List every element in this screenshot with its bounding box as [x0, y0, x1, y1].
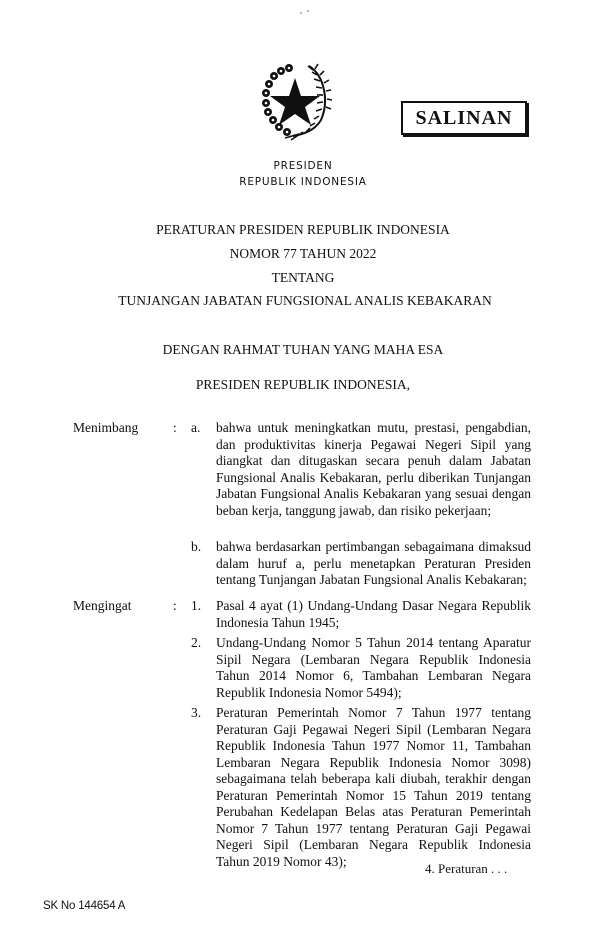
menimbang-label: Menimbang — [73, 420, 139, 435]
copy-stamp — [401, 101, 527, 135]
continuation-marker: 4. Peraturan . . . — [425, 861, 508, 876]
item-marker: 3. — [191, 705, 202, 720]
institution-line2: REPUBLIK INDONESIA — [239, 176, 367, 188]
item-marker: a. — [191, 420, 201, 435]
document-serial: SK No 144654 A — [43, 900, 126, 912]
copy-stamp-label: SALINAN — [415, 106, 513, 129]
regulation-number: NOMOR 77 TAHUN 2022 — [229, 246, 377, 261]
authority: PRESIDEN REPUBLIK INDONESIA, — [195, 377, 411, 392]
item-marker: 1. — [191, 598, 202, 613]
item-text: Peraturan Pemerintah Nomor 7 Tahun 1977 tentang Peraturan Gaji Pegawai Negeri Sipil (Lembaran Negara Republik Indonesia Tahun 1977 Nomor 11, Tambahan Lembaran Negara Republik Indonesia Nomor 3098) sebagaimana telah beberapa kali diubah, terakhir dengan Peraturan Pemerintah Nomor 15 Tahun 2019 tentang Perubahan Kedelapan Belas atas Peraturan Pemerintah Nomor 7 Tahun 1977 tentang Peraturan Gaji Pegawai Negeri Sipil (Lembaran Negara Republik Indonesia Tahun 2019 Nomor 43); — [216, 705, 531, 869]
item-text: bahwa berdasarkan pertimbangan sebagaimana dimaksud dalam huruf a, perlu menetapkan Peraturan Presiden tentang Tunjangan Jabatan Fungsional Analis Kebakaran; — [216, 539, 531, 587]
item-text: bahwa untuk meningkatkan mutu, prestasi, pengabdian, dan produktivitas kinerja Pegawai Negeri Sipil yang diangkat dan ditugaskan secara penuh dalam Jabatan Fungsional Analis Kebakaran, perlu diberikan Tunjangan Jabatan Fungsional Analis Kebakaran yang sesuai dengan beban kerja, tanggung jawab, dan risiko pekerjaan; — [216, 420, 531, 518]
item-text: Pasal 4 ayat (1) Undang-Undang Dasar Negara Republik Indonesia Tahun 1945; — [216, 598, 531, 630]
scan-speck — [307, 10, 309, 12]
menimbang-colon: : — [173, 420, 177, 435]
item-marker: 2. — [191, 635, 202, 650]
regulation-subject: TUNJANGAN JABATAN FUNGSIONAL ANALIS KEBAKARAN — [118, 293, 492, 308]
scan-speck — [300, 12, 302, 14]
institution-line1: PRESIDEN — [273, 160, 333, 172]
item-marker: b. — [191, 539, 202, 554]
mengingat-label: Mengingat — [73, 598, 132, 613]
item-text: Undang-Undang Nomor 5 Tahun 2014 tentang Aparatur Sipil Negara (Lembaran Negara Republik Indonesia Tahun 2014 Nomor 6, Tambahan Lembaran Negara Republik Indonesia Nomor 5494); — [216, 635, 531, 700]
regulation-title: PERATURAN PRESIDEN REPUBLIK INDONESIA — [156, 222, 450, 237]
regulation-about: TENTANG — [271, 270, 335, 285]
invocation: DENGAN RAHMAT TUHAN YANG MAHA ESA — [162, 342, 444, 357]
mengingat-colon: : — [173, 598, 177, 613]
presidential-seal-icon — [255, 62, 335, 142]
